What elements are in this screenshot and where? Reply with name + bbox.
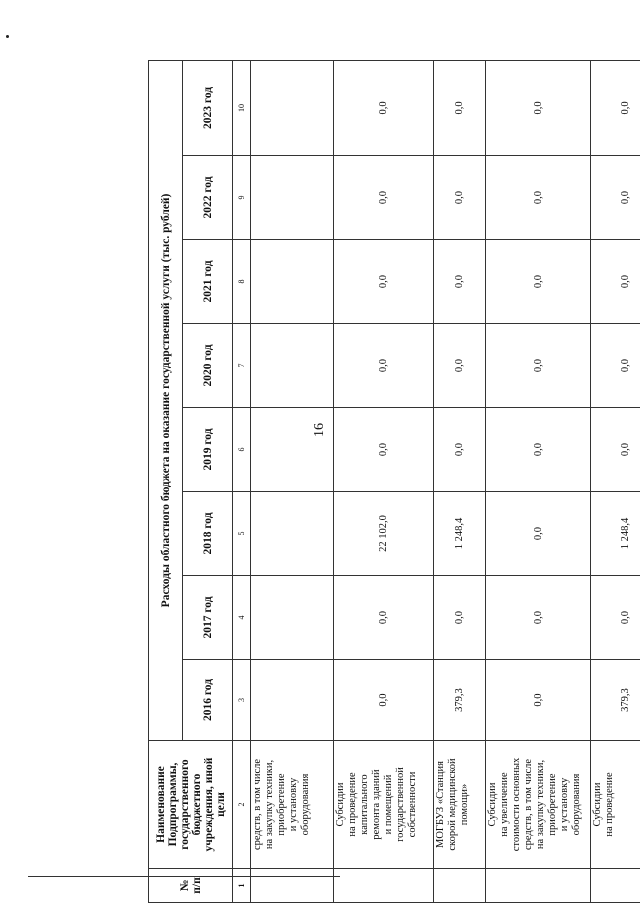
row-value-2022-год: 0,0	[486, 156, 591, 240]
row-value-2021-год: 0,0	[591, 240, 640, 324]
column-number-6: 6	[233, 408, 251, 492]
header-expenses: Расходы областного бюджета на оказание государственной услуги (тыс. рублей)	[149, 60, 183, 740]
table-row	[434, 60, 486, 902]
row-name: Субсидии на проведение капитального ремонта зданий и помещений государственной собственности	[334, 741, 434, 869]
row-name: МОГБУЗ «Станция скорой медицинской помощи»	[434, 741, 486, 869]
column-number-1: 1	[233, 869, 251, 903]
budget-table	[148, 60, 640, 903]
header-index: № п/п	[149, 869, 233, 903]
row-value-2018-год: 22 102,0	[334, 492, 434, 576]
table-row	[591, 60, 640, 902]
row-value-2020-год: 0,0	[486, 324, 591, 408]
row-value-2020-год: 0,0	[334, 324, 434, 408]
row-value-2017-год: 0,0	[591, 576, 640, 660]
row-value-2021-год	[251, 240, 334, 324]
row-value-2019-год	[251, 408, 334, 492]
row-value-2020-год: 0,0	[591, 324, 640, 408]
row-value-2019-год: 0,0	[434, 408, 486, 492]
row-value-2019-год: 0,0	[334, 408, 434, 492]
header-year-8: 2023 год	[183, 60, 233, 155]
row-value-2016-год: 0,0	[486, 660, 591, 741]
header-year-4: 2019 год	[183, 408, 233, 492]
row-index	[251, 869, 334, 903]
page-number: 16	[312, 423, 327, 437]
row-value-2023-год: 0,0	[334, 60, 434, 155]
row-value-2021-год: 0,0	[486, 240, 591, 324]
row-value-2020-год	[251, 324, 334, 408]
row-value-2017-год: 0,0	[334, 576, 434, 660]
table-row	[251, 60, 334, 902]
column-number-2: 2	[233, 741, 251, 869]
row-value-2022-год	[251, 156, 334, 240]
column-number-8: 8	[233, 240, 251, 324]
row-index	[486, 869, 591, 903]
row-value-2021-год: 0,0	[334, 240, 434, 324]
row-value-2023-год: 0,0	[486, 60, 591, 155]
header-year-3: 2018 год	[183, 492, 233, 576]
header-name: Наименование Подпрограммы, государственного бюджетного учреждения, иной цели	[149, 741, 233, 869]
column-number-5: 5	[233, 492, 251, 576]
row-value-2017-год: 0,0	[434, 576, 486, 660]
row-value-2022-год: 0,0	[434, 156, 486, 240]
column-number-10: 10	[233, 60, 251, 155]
row-value-2020-год: 0,0	[434, 324, 486, 408]
row-value-2021-год: 0,0	[434, 240, 486, 324]
header-year-2: 2017 год	[183, 576, 233, 660]
row-index	[434, 869, 486, 903]
column-number-9: 9	[233, 156, 251, 240]
row-value-2017-год	[251, 576, 334, 660]
header-year-5: 2020 год	[183, 324, 233, 408]
column-number-3: 3	[233, 660, 251, 741]
row-value-2023-год: 0,0	[434, 60, 486, 155]
row-value-2016-год: 379,3	[591, 660, 640, 741]
row-value-2018-год: 1 248,4	[591, 492, 640, 576]
header-year-1: 2016 год	[183, 660, 233, 741]
row-value-2016-год: 0,0	[334, 660, 434, 741]
scan-speck	[6, 35, 9, 38]
header-year-6: 2021 год	[183, 240, 233, 324]
row-index	[591, 869, 640, 903]
row-value-2016-год: 379,3	[434, 660, 486, 741]
row-value-2019-год: 0,0	[591, 408, 640, 492]
row-value-2023-год: 0,0	[591, 60, 640, 155]
row-value-2018-год	[251, 492, 334, 576]
column-number-7: 7	[233, 324, 251, 408]
footer-divider	[28, 876, 340, 877]
row-value-2019-год: 0,0	[486, 408, 591, 492]
row-value-2016-год	[251, 660, 334, 741]
table-row	[334, 60, 434, 902]
row-value-2022-год: 0,0	[334, 156, 434, 240]
row-value-2018-год: 0,0	[486, 492, 591, 576]
row-value-2023-год	[251, 60, 334, 155]
row-value-2022-год: 0,0	[591, 156, 640, 240]
rotated-table-wrapper	[148, 61, 640, 903]
row-name: средств, в том числе на закупку техники, приобретение и установку оборудования	[251, 741, 334, 869]
row-index	[334, 869, 434, 903]
row-name: Субсидии на проведение	[591, 741, 640, 869]
row-value-2018-год: 1 248,4	[434, 492, 486, 576]
header-year-7: 2022 год	[183, 156, 233, 240]
row-name: Субсидии на увеличение стоимости основных средств, в том числе на закупку техники, приобретение и установку оборудования	[486, 741, 591, 869]
column-number-4: 4	[233, 576, 251, 660]
table-row	[486, 60, 591, 902]
row-value-2017-год: 0,0	[486, 576, 591, 660]
